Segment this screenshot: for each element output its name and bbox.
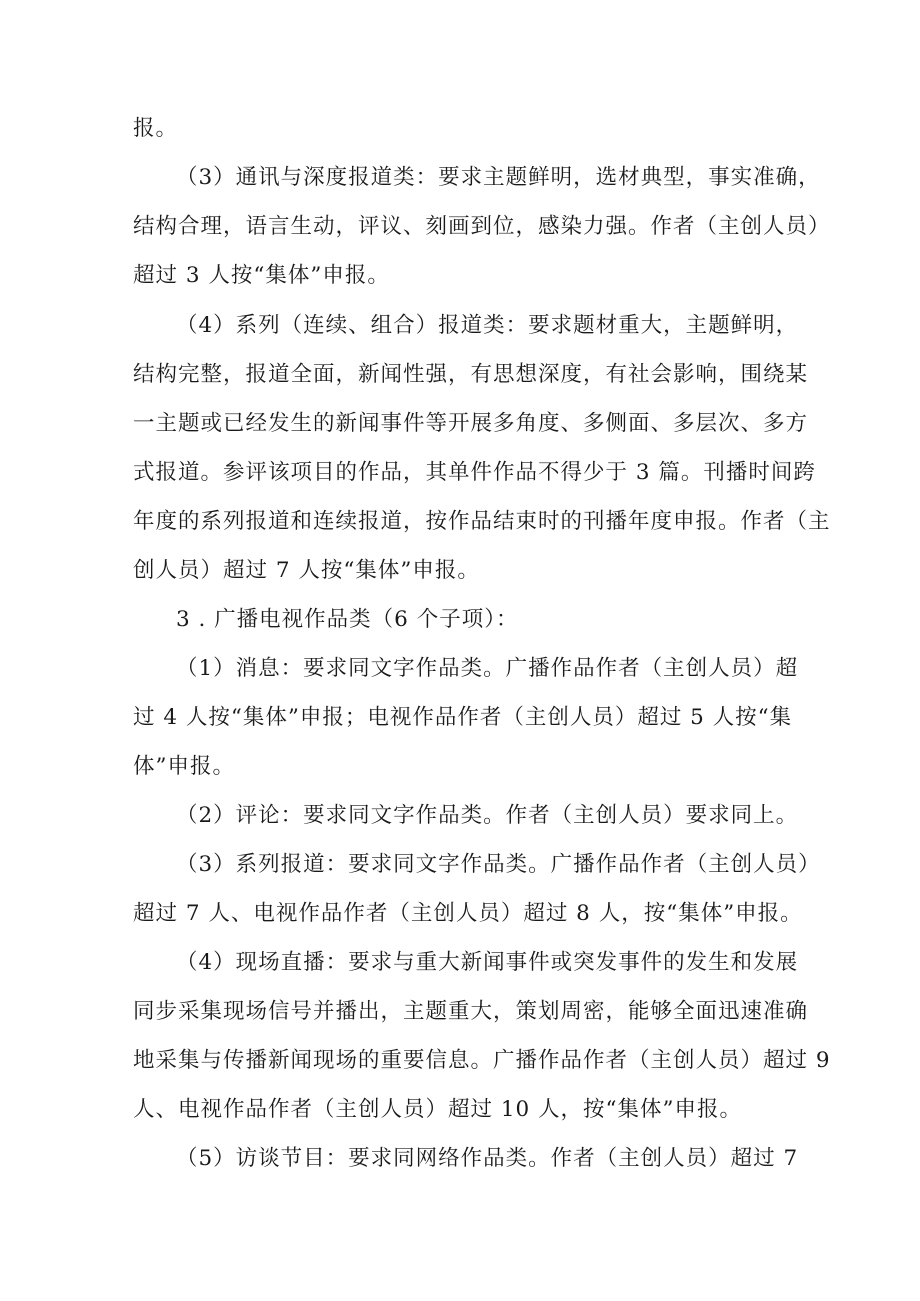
text-line: （2）评论：要求同文字作品类。作者（主创人员）要求同上。: [176, 803, 799, 828]
text-line: （3）通讯与深度报道类：要求主题鲜明，选材典型，事实准确，: [176, 165, 821, 190]
text-line: 人、电视作品作者（主创人员）超过 10 人，按“集体”申报。: [133, 1097, 743, 1122]
text-line: 结构合理，语言生动，评议、刻画到位，感染力强。作者（主创人员）: [133, 214, 831, 239]
text-line: 超过 3 人按“集体”申报。: [133, 263, 390, 288]
text-line: 报。: [133, 116, 179, 141]
text-line: 年度的系列报道和连续报道，按作品结束时的刊播年度申报。作者（主: [133, 509, 831, 534]
text-line: 地采集与传播新闻现场的重要信息。广播作品作者（主创人员）超过 9: [133, 1048, 831, 1073]
text-line: 过 4 人按“集体”申报；电视作品作者（主创人员）超过 5 人按“集: [133, 705, 793, 730]
text-line: 同步采集现场信号并播出，主题重大，策划周密，能够全面迅速准确: [133, 999, 809, 1024]
text-line: （4）现场直播：要求与重大新闻事件或突发事件的发生和发展: [176, 950, 799, 975]
text-line: 体”申报。: [133, 754, 235, 779]
text-line: （1）消息：要求同文字作品类。广播作品作者（主创人员）超: [176, 656, 799, 681]
text-line: 结构完整，报道全面，新闻性强，有思想深度，有社会影响，围绕某: [133, 362, 809, 387]
text-line: （5）访谈节目：要求同网络作品类。作者（主创人员）超过 7: [176, 1146, 799, 1171]
text-line: 创人员）超过 7 人按“集体”申报。: [133, 558, 480, 583]
text-line: 式报道。参评该项目的作品，其单件作品不得少于 3 篇。刊播时间跨: [133, 460, 816, 485]
text-line: 一主题或已经发生的新闻事件等开展多角度、多侧面、多层次、多方: [133, 411, 809, 436]
text-line: 超过 7 人、电视作品作者（主创人员）超过 8 人，按“集体”申报。: [133, 901, 803, 926]
text-line: （3）系列报道：要求同文字作品类。广播作品作者（主创人员）: [176, 852, 821, 877]
text-line: （4）系列（连续、组合）报道类：要求题材重大，主题鲜明，: [176, 313, 799, 338]
section-heading: 3 . 广播电视作品类（6 个子项）：: [176, 607, 519, 632]
